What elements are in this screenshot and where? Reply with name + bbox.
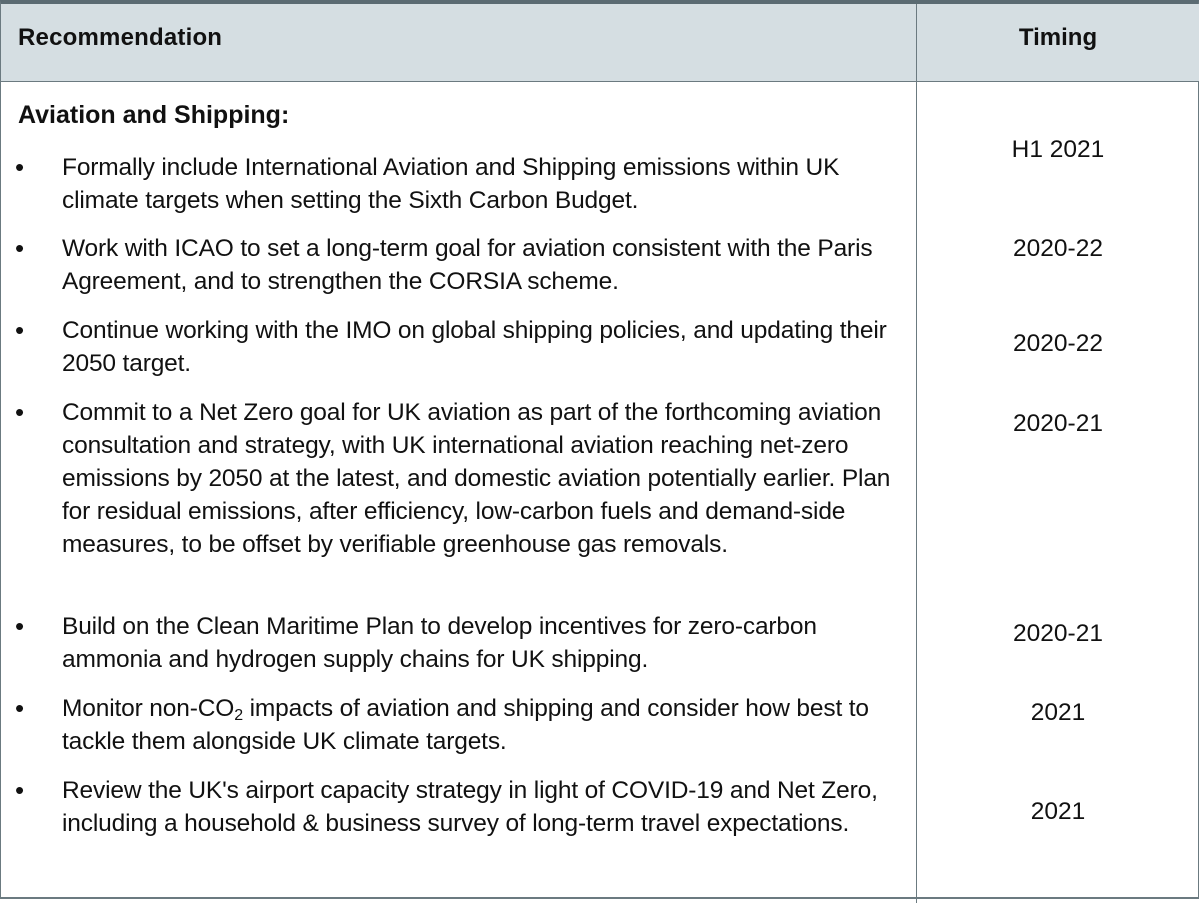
bullet: • xyxy=(15,611,25,641)
list-item xyxy=(1,610,916,680)
list-item xyxy=(1,314,916,384)
item-text: Commit to a Net Zero goal for UK aviation as part of the forthcoming aviation consultation and strategy, with UK international aviation reaching net-zero emissions by 2050 at the latest, and domestic aviation potentially earlier. Plan for residual emissions, after efficiency, low-carbon fuels and demand-side measures, to be offset by verifiable greenhouse gas removals. xyxy=(62,399,891,558)
bullet: • xyxy=(15,775,25,805)
item-timing: 2020-22 xyxy=(1013,235,1103,262)
item-timing: 2021 xyxy=(1030,798,1086,825)
item-text xyxy=(62,692,912,758)
list-item xyxy=(1,151,916,221)
item-text: Continue working with the IMO on global shipping policies, and updating their 2050 target. xyxy=(62,317,887,377)
header-timing: Timing xyxy=(1018,24,1098,51)
bullet: • xyxy=(15,693,25,723)
item-text-subscript: 2 xyxy=(234,707,243,724)
list-item xyxy=(1,396,916,596)
header-recommendation: Recommendation xyxy=(18,24,223,51)
list-item xyxy=(1,774,916,874)
item-timing: 2021 xyxy=(1030,699,1086,726)
item-text: Work with ICAO to set a long-term goal for aviation consistent with the Paris Agreement, and to strengthen the CORSIA scheme. xyxy=(62,235,873,295)
bullet: • xyxy=(15,397,25,427)
item-timing: 2020-22 xyxy=(1013,330,1103,357)
item-text: Build on the Clean Maritime Plan to develop incentives for zero-carbon ammonia and hydrogen supply chains for UK shipping. xyxy=(62,613,817,673)
item-timing: H1 2021 xyxy=(1011,136,1105,163)
item-text: Review the UK's airport capacity strategy in light of COVID-19 and Net Zero, including a household & business survey of long-term travel expectations. xyxy=(62,777,878,837)
bullet: • xyxy=(15,315,25,345)
item-text: Formally include International Aviation and Shipping emissions within UK climate targets when setting the Sixth Carbon Budget. xyxy=(62,154,840,214)
list-item xyxy=(1,232,916,302)
section-title: Aviation and Shipping: xyxy=(18,101,290,129)
bullet: • xyxy=(15,233,25,263)
item-timing: 2020-21 xyxy=(1013,620,1103,647)
list-item xyxy=(1,692,916,762)
item-text-part: Monitor non-CO xyxy=(62,695,235,722)
bullet: • xyxy=(15,152,25,182)
item-text-part: impacts of aviation and shipping and consider how best to tackle them alongside UK climate targets. xyxy=(62,695,869,755)
item-timing: 2020-21 xyxy=(1013,410,1103,437)
